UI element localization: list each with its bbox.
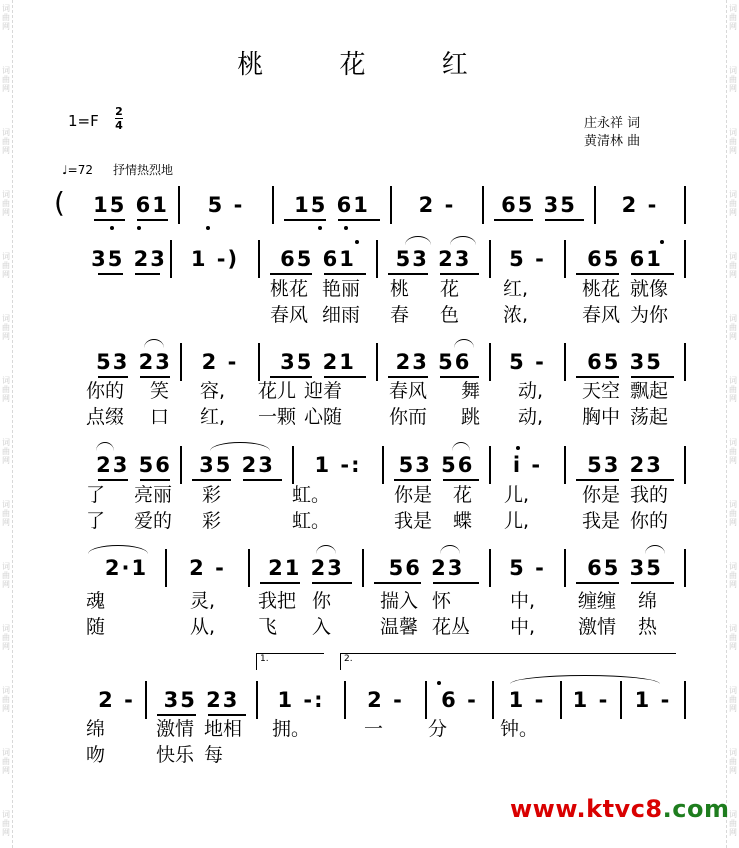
barline [684,681,686,719]
lyric-word: 分 [428,718,448,740]
lyric-word: 拥。 [272,718,311,740]
measure-notes: 2 - [201,350,239,374]
eighth-beam [135,273,160,275]
measure-notes: 2·1 [104,556,149,580]
composer-credit: 黄清林 曲 [584,134,641,149]
lyric-word: 花 [453,484,473,506]
lyric-word: 亮丽 [134,484,173,506]
barline [684,186,686,224]
measure-notes: 65 35 [587,350,663,374]
slur [454,339,474,348]
watermark-text: 词 曲 网 [2,686,10,713]
lyric-word: 你 [312,590,332,612]
tempo-value: ♩=72 [62,163,93,177]
lyric-word: 桃 [390,278,410,300]
eighth-beam [324,273,366,275]
eighth-beam [270,376,312,378]
eighth-beam [440,376,480,378]
eighth-beam [192,479,231,481]
low-octave-dot [206,226,210,230]
eighth-beam [631,376,674,378]
lyric-word: 心随 [304,406,343,428]
lyric-word: 色 [440,304,460,326]
measure-notes: 5 - [207,193,245,217]
lyric-word: 口 [150,406,170,428]
lyric-word: 花儿 [258,380,297,402]
lyric-word: 春风 [582,304,621,326]
lyric-word: 爱的 [134,510,173,532]
eighth-beam [374,582,421,584]
lyric-word: 一 [364,718,384,740]
lyric-word: 你是 [582,484,621,506]
site-url [510,795,729,823]
lyric-word: 蝶 [453,510,473,532]
high-octave-dot [660,240,664,244]
lyric-word: 激情 [578,616,617,638]
eighth-beam [631,582,674,584]
eighth-beam [494,219,533,221]
slur [450,236,476,245]
lyric-word: 桃花 [582,278,621,300]
lyric-word: 温馨 [380,616,419,638]
eighth-beam [576,479,619,481]
low-octave-dot [344,226,348,230]
lyric-word: 彩 [202,510,222,532]
lyric-word: 魂 [86,590,106,612]
lyric-word: 儿, [504,510,530,532]
watermark-text: 词 曲 网 [729,438,737,465]
slur [645,545,665,554]
lyric-word: 每 [204,744,224,766]
time-signature [115,106,123,131]
watermark-text: 词 曲 网 [2,562,10,589]
watermark-text: 词 曲 网 [2,4,10,31]
eighth-beam [140,479,170,481]
site-url-suffix: .com [662,795,730,823]
watermark-text: 词 曲 网 [2,128,10,155]
eighth-beam [576,376,619,378]
barline [684,343,686,381]
eighth-beam [324,376,366,378]
lyric-word: 一颗 [258,406,297,428]
measure-notes: 65 61 [280,247,356,271]
eighth-beam [545,219,584,221]
lyric-word: 虹。 [292,484,331,506]
lyric-word: 艳丽 [322,278,361,300]
volta-bracket: 2. [340,653,676,670]
eighth-beam [631,479,674,481]
eighth-beam [440,273,480,275]
measure-notes: 56 23 [388,556,465,580]
lyric-word: 花 [440,278,460,300]
eighth-beam [443,479,480,481]
measure-notes: 1 -: [314,453,362,477]
volta-bracket: 1. [256,653,324,670]
barline [684,446,686,484]
lyric-word: 我把 [258,590,297,612]
lyric-word: 红, [200,406,226,428]
right-watermark-strip [726,0,739,848]
measure-notes: 53 23 [96,350,172,374]
eighth-beam [394,479,431,481]
eighth-beam [312,582,352,584]
eighth-beam [98,273,123,275]
watermark-text: 词 曲 网 [2,500,10,527]
key-signature: 1=F [68,112,99,130]
measure-notes: 5 - [509,350,546,374]
measure-notes: 1 -: [277,688,325,712]
lyric-word: 灵, [190,590,216,612]
watermark-text: 词 曲 网 [729,314,737,341]
lyric-word: 春风 [270,304,309,326]
measure-notes: 1 - [508,688,546,712]
high-octave-dot [355,240,359,244]
watermark-text: 词 曲 网 [729,376,737,403]
lyric-word: 胸中 [582,406,621,428]
measure-notes: i - [512,453,543,477]
lyric-word: 了 [86,484,106,506]
slur [210,442,270,451]
high-octave-dot [437,681,441,685]
lyric-word: 容, [200,380,226,402]
eighth-beam [98,376,128,378]
lyric-word: 动, [518,406,544,428]
measure-notes: 53 23 [587,453,663,477]
lyric-word: 桃花 [270,278,309,300]
slur [144,339,164,348]
lyric-word: 舞 [461,380,481,402]
eighth-beam [98,479,128,481]
opening-parenthesis: ( [54,186,65,219]
lyric-word: 春 [390,304,410,326]
eighth-beam [208,714,247,716]
eighth-beam [243,479,282,481]
measure-notes: 2 - [98,688,135,712]
eighth-beam [284,219,326,221]
lyric-word: 吻 [86,744,106,766]
lyric-word: 入 [312,616,332,638]
measure-notes: 53 23 [395,247,472,271]
lyric-word: 中, [510,616,536,638]
lyric-word: 你的 [86,380,125,402]
watermark-text: 词 曲 网 [2,438,10,465]
expression-marking: 抒情热烈地 [112,163,173,177]
slur [440,545,460,554]
eighth-beam [137,219,168,221]
eighth-beam [338,219,380,221]
lyric-word: 从, [190,616,216,638]
eighth-beam [631,273,674,275]
lyric-word: 迎着 [304,380,343,402]
low-octave-dot [318,226,322,230]
eighth-beam [388,376,428,378]
lyric-word: 红, [503,278,529,300]
eighth-beam [260,582,300,584]
lyric-word: 我是 [582,510,621,532]
lyric-word: 你是 [394,484,433,506]
lyric-word: 春风 [389,380,428,402]
lyric-word: 浓, [503,304,529,326]
watermark-text: 词 曲 网 [729,128,737,155]
tempo-marking [62,161,173,178]
lyric-word: 荡起 [630,406,669,428]
lyric-word: 热 [638,616,658,638]
time-signature-top: 2 [115,105,123,118]
lyric-word: 细雨 [322,304,361,326]
measure-notes: 23 56 [395,350,472,374]
lyric-word: 动, [518,380,544,402]
watermark-text: 词 曲 网 [729,190,737,217]
watermark-text: 词 曲 网 [729,4,737,31]
time-signature-bottom: 4 [115,119,123,132]
watermark-text: 词 曲 网 [729,562,737,589]
barline [684,549,686,587]
lyric-word: 怀 [432,590,452,612]
lyric-word: 点缀 [86,406,125,428]
site-url-prefix: www. [510,795,587,823]
song-title: 桃 花 红 [237,50,502,80]
eighth-beam [388,273,428,275]
watermark-text: 词 曲 网 [2,314,10,341]
measure-notes: 35 21 [280,350,356,374]
watermark-text: 词 曲 网 [729,686,737,713]
measure-notes: 2 - [189,556,226,580]
eighth-beam [140,376,170,378]
measure-notes: 2 - [418,193,456,217]
eighth-beam [94,219,125,221]
watermark-text: 词 曲 网 [729,624,737,651]
measure-notes: 53 56 [398,453,475,477]
lyric-word: 我是 [394,510,433,532]
measure-notes: 6 - [441,688,478,712]
watermark-text: 词 曲 网 [729,66,737,93]
lyric-word: 你的 [630,510,669,532]
low-octave-dot [110,226,114,230]
slur [510,675,660,684]
measure-notes: 35 23 [199,453,275,477]
watermark-text: 词 曲 网 [729,500,737,527]
watermark-text: 词 曲 网 [729,810,737,837]
watermark-text: 词 曲 网 [2,376,10,403]
eighth-beam [157,714,196,716]
high-octave-dot [516,446,520,450]
lyric-word: 激情 [156,718,195,740]
lyric-word: 飞 [258,616,278,638]
slur [96,442,114,451]
measure-notes: 1 - [634,688,672,712]
watermark-text: 词 曲 网 [2,66,10,93]
lyric-word: 缠缠 [578,590,617,612]
barline [684,240,686,278]
watermark-text: 词 曲 网 [2,810,10,837]
measure-notes: 2 - [621,193,659,217]
lyric-word: 花丛 [432,616,471,638]
lyric-word: 我的 [630,484,669,506]
lyric-word: 揣入 [380,590,419,612]
measure-notes: 35 23 [163,688,240,712]
lyric-word: 中, [510,590,536,612]
lyric-word: 儿, [504,484,530,506]
lyric-word: 跳 [461,406,481,428]
slur [452,442,470,451]
slur [316,545,336,554]
lyric-word: 笑 [150,380,170,402]
eighth-beam [576,582,619,584]
measure-notes: 23 56 [96,453,172,477]
measure-notes: 21 23 [268,556,344,580]
lyricist-credit: 庄永祥 词 [584,116,641,131]
lyric-word: 彩 [202,484,222,506]
slur [405,236,431,245]
left-watermark-strip [0,0,13,848]
measure-notes: 5 - [509,556,546,580]
watermark-text: 词 曲 网 [2,624,10,651]
lyric-word: 快乐 [156,744,195,766]
low-octave-dot [137,226,141,230]
site-url-name: ktvc8 [586,795,663,823]
measure-notes: 65 35 [587,556,663,580]
lyric-word: 飘起 [630,380,669,402]
measure-notes: 1 - [572,688,610,712]
lyric-word: 天空 [582,380,621,402]
measure-notes: 1 -) [190,247,240,271]
watermark-text: 词 曲 网 [729,252,737,279]
measure-notes: 15 61 [294,193,370,217]
watermark-text: 词 曲 网 [2,190,10,217]
lyric-word: 就像 [630,278,669,300]
watermark-text: 词 曲 网 [729,748,737,775]
watermark-text: 词 曲 网 [2,748,10,775]
slur [88,545,148,554]
eighth-beam [270,273,312,275]
lyric-word: 钟。 [500,718,539,740]
watermark-text: 词 曲 网 [2,252,10,279]
lyric-word: 地相 [204,718,243,740]
lyric-word: 虹。 [292,510,331,532]
measure-notes: 65 35 [501,193,577,217]
measure-notes: 2 - [367,688,404,712]
measure-notes: 65 61 [587,247,663,271]
lyric-word: 绵 [86,718,106,740]
measure-notes: 35 23 [91,247,167,271]
measure-notes: 15 61 [93,193,169,217]
measure-notes: 5 - [509,247,546,271]
lyric-word: 了 [86,510,106,532]
lyric-word: 为你 [630,304,669,326]
eighth-beam [433,582,480,584]
eighth-beam [576,273,619,275]
lyric-word: 你而 [389,406,428,428]
lyric-word: 绵 [638,590,658,612]
lyric-word: 随 [86,616,106,638]
